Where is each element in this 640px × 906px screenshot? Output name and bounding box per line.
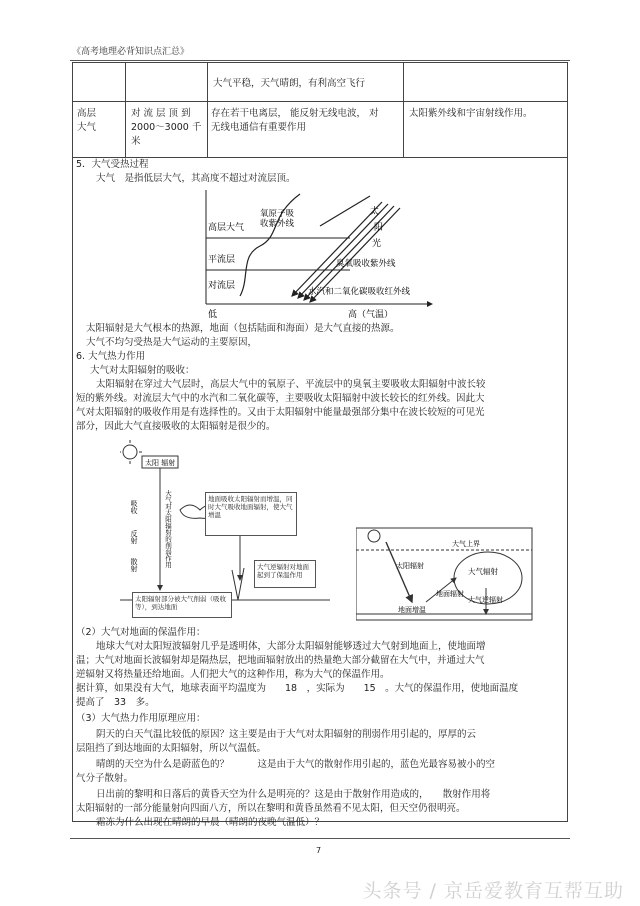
row2-range-line1: 对 流 层 顶 到 — [131, 108, 191, 119]
label-water-co2: 水汽和二氧化碳吸收红外线 — [308, 287, 411, 297]
label-absorb: 吸收 — [130, 500, 138, 514]
section6-p2-l5: 提高了 33 多。 — [76, 697, 155, 708]
label-ground-warm: 地面增温 — [398, 606, 426, 614]
section6-p2-l2: 温；大气对地面长波辐射却是隔热层，把地面辐射放出的热量绝大部分截留在大气中，并通过大气 — [76, 655, 485, 666]
section6-sub2: （2）大气对地面的保温作用： — [76, 627, 206, 638]
section6-sub1: 大气对太阳辐射的吸收： — [90, 365, 195, 376]
label-atm-rad: 大气辐射 — [468, 567, 498, 576]
label-sun-1: 太 — [370, 207, 380, 217]
section6-sub3: （3）大气热力作用原理应用： — [76, 713, 206, 724]
label-scatter: 散射 — [130, 558, 138, 572]
row2-range-line2: 2000～3000 千 — [131, 122, 202, 133]
section5-intro: 大气 是指低层大气，其高度不超过对流层顶。 — [96, 173, 296, 184]
section6-p3-l1: 阴天的白天气温比较低的原因？这主要是由于大气对太阳辐射的削弱作用引起的，厚厚的云 — [96, 729, 477, 740]
section5-p2: 大气不均匀受热是大气运动的主要原因， — [86, 337, 258, 348]
watermark: 头条号 / 京岳爱教育互帮互助 — [362, 880, 624, 902]
row1-text: 大气平稳，天气晴朗，有利高空飞行 — [213, 78, 366, 89]
greenhouse-figure — [356, 518, 534, 622]
row2-name — [77, 107, 96, 135]
footer-rule — [70, 838, 570, 839]
atmosphere-layer-diagram — [200, 186, 450, 321]
note-box-1: 地面吸收太阳辐射而增温，同时大气吸收地面辐射，使大气增温 — [205, 492, 297, 536]
ground-spike-icon — [232, 568, 244, 600]
section6-p1-l4: 部分，因此大气直接吸收的太阳辐射是很少的。 — [76, 421, 276, 432]
label-low: 低 — [208, 310, 218, 320]
section6-p1-l1: 太阳辐射在穿过大气层时，高层大气中的氧原子、平流层中的臭氧主要吸收太阳辐射中波长较 — [96, 379, 486, 390]
label-counter: 大气逆辐射 — [468, 596, 503, 604]
label-upper-atm: 高层大气 — [208, 223, 245, 233]
sun-radiation-label: 太阳 辐射 — [145, 459, 176, 467]
note-box-3: 太阳辐射部分被大气削弱（吸收等），到达地面 — [132, 592, 232, 618]
section6-p1-l2: 短的紫外线。对流层大气中的水汽和二氧化碳等，主要吸收太阳辐射中波长较长的红外线。因此大 — [76, 393, 485, 404]
row2-name-line1: 高层 — [77, 108, 97, 119]
label-atm-top: 大气上界 — [452, 540, 480, 548]
section5-p1: 太阳辐射是大气根本的热源，地面（包括陆面和海面）是大气直接的热源。 — [86, 323, 400, 334]
row2-name-line2: 大气 — [77, 122, 97, 133]
page-number: 7 — [316, 846, 322, 855]
row2-effect: 太阳紫外线和宇宙射线作用。 — [409, 108, 533, 119]
col-divider-1 — [125, 63, 126, 157]
label-stratosphere: 平流层 — [208, 255, 236, 265]
section6-p1-l3: 气对太阳辐射的吸收作用是有选择性的。又由于太阳辐射中能量最强部分集中在波长较短的可见光 — [76, 407, 485, 418]
label-solar: 太阳辐射 — [396, 562, 424, 570]
section6-heading: 6. 大气热力作用 — [76, 351, 146, 362]
label-reflect: 反射 — [130, 530, 138, 544]
label-sun-2: 阳 — [374, 223, 384, 233]
section6-p2-l1: 地球大气对太阳短波辐射几乎是透明体，大部分太阳辐射能够透过大气射到地面上，使地面增 — [96, 641, 486, 652]
section6-p3-l6: 太阳辐射的一部分能量射向四面八方，所以在黎明和黄昏虽然看不见太阳，但天空仍很明亮。 — [76, 803, 466, 814]
section5-heading: 5．大气受热过程 — [76, 159, 149, 170]
label-oxygen-1: 氧原子吸 — [260, 209, 295, 219]
label-oxygen-2: 收紫外线 — [260, 219, 295, 229]
label-ozone: 臭氧吸收紫外线 — [336, 259, 396, 269]
section6-p3-l7: 霜冻为什么出现在晴朗的早晨（晴朗的夜晚气温低）？ — [96, 817, 325, 828]
label-troposphere: 对流层 — [208, 281, 236, 291]
section6-p2-l3: 逆辐射又将热量还给地面。人们把大气的这种作用，称为大气的保温作用。 — [76, 669, 390, 680]
row-divider-1 — [73, 101, 567, 102]
document-header: 《高考地理必背知识点汇总》 — [72, 47, 190, 57]
label-sun-3: 光 — [372, 239, 382, 249]
section6-p3-l2: 层阻挡了到达地面的太阳辐射，所以气温低。 — [76, 743, 267, 754]
header-rule — [70, 60, 570, 61]
label-weaken: 大气对太阳辐射的削弱作用 — [164, 490, 172, 568]
row2-feature-line1: 存在若干电离层， 能反射无线电波， 对 — [211, 108, 379, 119]
section6-p3-l3: 晴朗的天空为什么是蔚蓝色的？ 这是由于大气的散射作用引起的，蓝色光最容易被小的空 — [96, 759, 496, 770]
note-box-2: 大气逆辐射对地面起到了保温作用 — [254, 560, 316, 588]
row2-range — [131, 107, 205, 149]
sun-icon — [123, 445, 137, 459]
row2-range-line3: 米 — [131, 136, 141, 147]
col-divider-2 — [207, 63, 208, 157]
label-high-temp: 高（气温） — [348, 310, 394, 320]
section6-p2-l4: 据计算，如果没有大气，地球表面平均温度为 18 ，实际为 15 。大气的保温作用，使地面温度 — [76, 683, 519, 694]
label-ground-rad: 地面辐射 — [436, 590, 464, 598]
figure-frame — [356, 528, 532, 620]
section6-p3-l5: 日出前的黎明和日落后的黄昏天空为什么是明亮的？这是由于散射作用造成的， 散射作用将 — [96, 789, 491, 800]
row2-feature-line2: 无线电通信有重要作用 — [211, 122, 307, 133]
row2-feature — [211, 107, 401, 135]
col-divider-3 — [403, 63, 404, 157]
section6-p3-l4: 气分子散射。 — [76, 773, 134, 784]
